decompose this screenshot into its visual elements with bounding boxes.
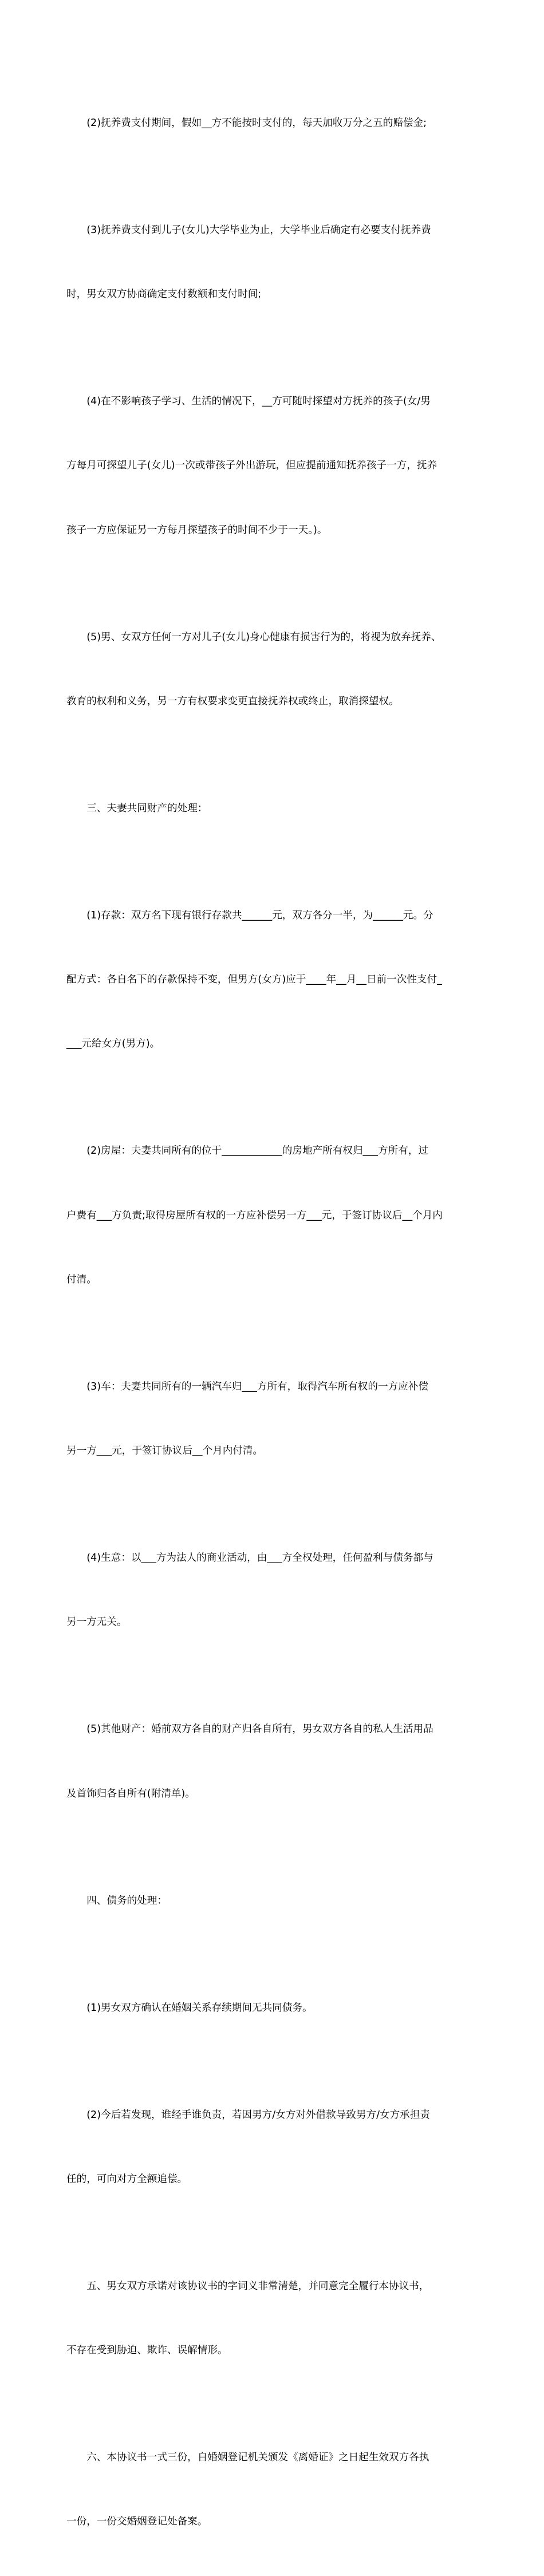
section-heading-copies — [66, 2404, 480, 2575]
text-line: (4)生意：以___方为法人的商业活动，由___方全权处理，任何盈利与债务都与 — [86, 1552, 433, 1564]
section-heading-commitment — [66, 2233, 480, 2404]
text-line: 五、男女双方承诺对该协议书的字词义非常清楚，并同意完全履行本协议书， — [86, 2280, 429, 2292]
paragraph-deposits — [66, 862, 480, 1098]
text-line: (5)男、女双方任何一方对儿子(女儿)身心健康有损害行为的，将视为放弃抚养、 — [86, 631, 441, 643]
paragraph-car — [66, 1334, 480, 1505]
text-line: 任的，可向对方全额追偿。 — [66, 2173, 188, 2185]
paragraph-house — [66, 1098, 480, 1334]
text-line: (1)存款：双方名下现有银行存款共______元，双方各分一半，为______元。分 — [86, 909, 433, 921]
paragraph-business — [66, 1505, 480, 1676]
text-line: 教育的权利和义务，另一方有权要求变更直接抚养权或终止，取消探望权。 — [66, 695, 399, 707]
text-line: (5)其他财产：婚前双方各自的财产归各自所有，男女双方各自的私人生活用品 — [86, 1723, 433, 1735]
text-line: (2)今后若发现，谁经手谁负责，若因男方/女方对外借款导致男方/女方承担责 — [86, 2109, 430, 2121]
paragraph-harm-to-child — [66, 584, 480, 755]
text-line: 付清。 — [66, 1273, 97, 1285]
text-line: 四、债务的处理： — [86, 1895, 167, 1907]
paragraph-child-support-duration — [66, 177, 480, 348]
text-line: 不存在受到胁迫、欺诈、误解情形。 — [66, 2345, 228, 2357]
text-line: ___元给女方(男方)。 — [66, 1038, 160, 1050]
text-line: 时，男女双方协商确定支付数额和支付时间; — [66, 289, 262, 301]
text-line: 六、本协议书一式三份，自婚姻登记机关颁发《离婚证》之日起生效双方各执 — [86, 2452, 429, 2464]
text-line: (2)抚养费支付期间，假如__方不能按时支付的，每天加收万分之五的赔偿金; — [86, 117, 427, 129]
paragraph-visitation-rights — [66, 348, 480, 583]
text-line: (3)车：夫妻共同所有的一辆汽车归___方所有，取得汽车所有权的一方应补偿 — [86, 1380, 428, 1392]
text-line: 孩子一方应保证另一方每月探望孩子的时间不少于一天。)。 — [66, 524, 328, 536]
text-line: 另一方___元，于签订协议后__个月内付清。 — [66, 1445, 263, 1457]
section-heading-joint-property — [66, 755, 480, 862]
text-line: (4)在不影响孩子学习、生活的情况下，__方可随时探望对方抚养的孩子(女/男 — [86, 396, 431, 408]
text-line: 另一方无关。 — [66, 1616, 127, 1628]
text-line: (1)男女双方确认在婚姻关系存续期间无共同债务。 — [86, 2002, 313, 2014]
text-line: (2)房屋：夫妻共同所有的位于____________的房地产所有权归___方所有，过 — [86, 1145, 428, 1157]
paragraph-child-support-late-penalty — [66, 70, 480, 177]
paragraph-other-property — [66, 1676, 480, 1847]
text-line: 配方式：各自名下的存款保持不变，但男方(女方)应于____年__月__日前一次性支付_ — [66, 974, 442, 986]
text-line: 一份，一份交婚姻登记处备案。 — [66, 2516, 208, 2528]
paragraph-no-joint-debts — [66, 1955, 480, 2062]
text-line: 方每月可探望儿子(女儿)一次或带孩子外出游玩，但应提前通知抚养孩子一方，抚养 — [66, 460, 437, 472]
document-body — [66, 70, 480, 2576]
paragraph-future-debts — [66, 2062, 480, 2233]
text-line: (3)抚养费支付到儿子(女儿)大学毕业为止，大学毕业后确定有必要支付抚养费 — [86, 224, 431, 236]
text-line: 三、夫妻共同财产的处理： — [86, 802, 208, 814]
section-heading-debts — [66, 1848, 480, 1955]
text-line: 户费有___方负责;取得房屋所有权的一方应补偿另一方___元，于签订协议后__个月内 — [66, 1209, 443, 1221]
text-line: 及首饰归各自所有(附清单)。 — [66, 1788, 195, 1800]
